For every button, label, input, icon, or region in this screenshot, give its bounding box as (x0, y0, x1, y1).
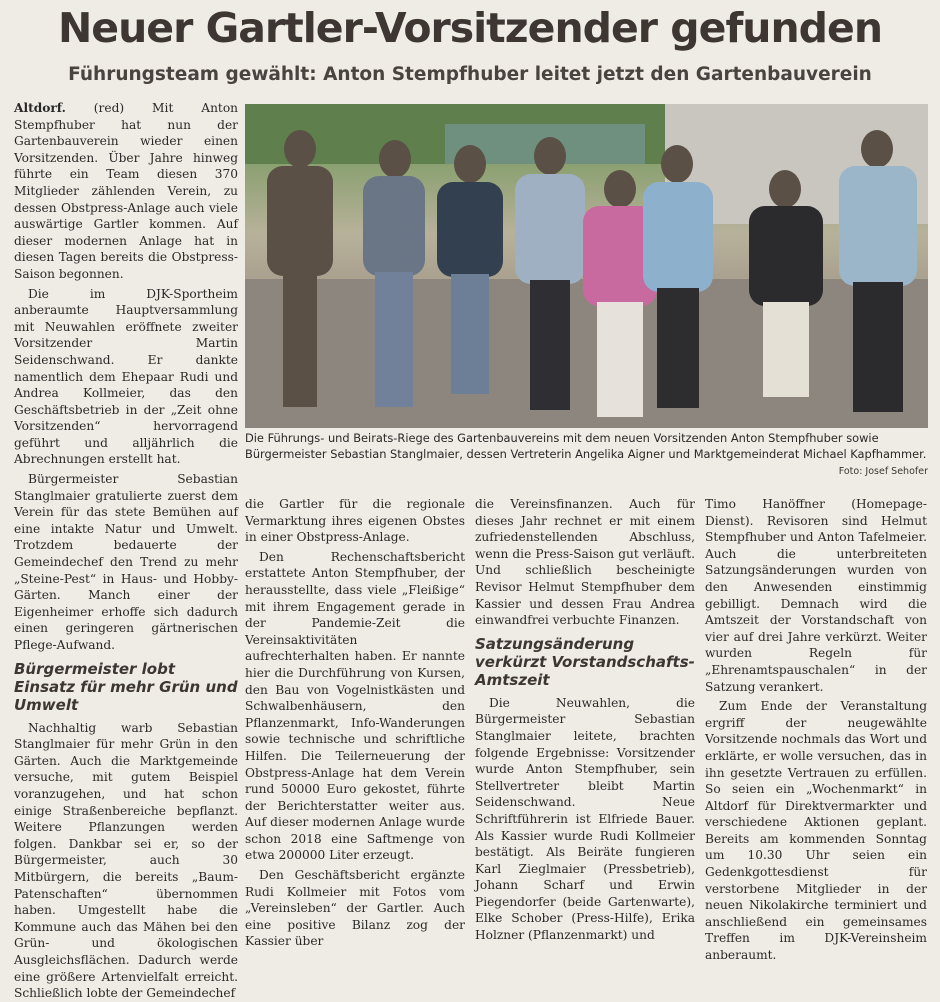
paragraph: Die Neuwahlen, die Bürgermeister Sebastian Stanglmaier leitete, brachten folgende Ergebnisse: Vorsitzender wurde Anton Stempfhuber, sein Stellvertreter bleibt Martin Seidenschwand. Neue Schriftführerin ist Elfriede Bauer. Als Kassier wurde Rudi Kollmeier bestätigt. Als Beiräte fungieren Karl Zieglmaier (Pressbetrieb), Johann Scharf und Erwin Piegendorfer (beide Gartenwarte), Elke Schober (Press-Hilfe), Erika Holzner (Pflanzenmarkt) und (475, 695, 695, 943)
group-photo (245, 104, 928, 428)
paragraph-text: (red) Mit Anton Stempfhuber hat nun der Gartenbauverein wieder einen Vorsitzenden. Über Jahre hinweg führte ein Team diesen 370 Mitglieder zählenden Verein, zu dessen Obstpress-Anlage auch viele auswärtige Gartler kommen. Auf dieser modernen Anlage hat in diesen Tagen bereits die Obstpress-Saison begonnen. (14, 101, 239, 281)
photo-credit: Foto: Josef Sehofer (838, 466, 928, 477)
paragraph: Zum Ende der Veranstaltung ergriff der neugewählte Vorsitzende nochmals das Wort und erklärte, er wolle versuchen, das in ihn gesetzte Vertrauen zu erfüllen. So seien ein „Wochenmarkt“ in Altdorf für Direktvermarkter und verschiedene Aktionen geplant. Bereits am kommenden Sonntag um 10.30 Uhr seien ein Gedenkgottesdienst für verstorbene Mitglieder in der neuen Nikolakirche terminiert und anschließend ein gemeinsames Treffen im DJK-Vereinsheim anberaumt. (705, 699, 927, 963)
article-column-2 (245, 496, 465, 949)
article-column-3 (475, 496, 695, 943)
paragraph (14, 100, 238, 283)
group-photo-illustration (245, 104, 928, 428)
dateline: Altdorf. (14, 101, 66, 115)
paragraph: Nachhaltig warb Sebastian Stanglmaier für mehr Grün in den Gärten. Auch die Marktgemeinde versuche, mit gutem Beispiel voranzugehen, und hat schon einige Straßenbereiche bepflanzt. Weitere Pflanzungen werden folgen. Dankbar sei er, so der Bürgermeister, auch 30 Mitbürgern, die bereits „Baum-Patenschaften“ übernommen haben. Umgestellt habe die Kommune auch das Mähen bei den Grün- und ökologischen Ausgleichsflächen. Dadurch werde eine größere Artenvielfalt erreicht. Schließlich lobte der Gemeindechef (14, 720, 238, 1001)
paragraph: Den Rechenschaftsbericht erstattete Anton Stempfhuber, der herausstellte, dass viele „Fleißige“ mit ihrem Engagement gerade in der Pandemie-Zeit die Vereinsaktivitäten aufrechterhalten haben. Er nannte hier die Durchführung von Kursen, den Bau von Vogelnistkästen und Schwalbenhäusern, den Pflanzenmarkt, Info-Wanderungen sowie technische und schriftliche Hilfen. Die Teilerneuerung der Obstpress-Anlage hat dem Verein rund 50000 Euro gekostet, führte der Berichterstatter weiter aus. Auf dieser modernen Anlage wurde schon 2018 eine Saftmenge von etwa 200000 Liter erzeugt. (245, 549, 465, 863)
article-column-4 (705, 496, 927, 963)
paragraph: Bürgermeister Sebastian Stanglmaier gratulierte zuerst dem Verein für das stete Bemühen auf eine intakte Natur und Umwelt. Trotzdem bedauerte der Gemeindechef den Trend zu mehr „Steine-Pest“ in Haus- und Hobby-Gärten. Manch einer der Eigenheimer erhoffe sich dadurch einen geringeren gärtnerischen Pflege-Aufwand. (14, 472, 238, 652)
paragraph: die Vereinsfinanzen. Auch für dieses Jahr rechnet er mit einem zufriedenstellenden Abschluss, wenn die Press-Saison gut verläuft. Und schließlich bescheinigte Revisor Helmut Stempfhuber dem Kassier und dessen Frau Andrea einwandfrei verbuchte Finanzen. (475, 497, 695, 628)
paragraph: Den Geschäftsbericht ergänzte Rudi Kollmeier mit Fotos vom „Vereinsleben“ der Gartler. Auch eine positive Bilanz zog der Kassier über (245, 868, 465, 949)
section-heading: Satzungsänderung verkürzt Vorstandschafts-Amtszeit (475, 634, 695, 689)
article-column-1 (14, 100, 239, 1001)
paragraph: die Gartler für die regionale Vermarktung ihres eigenen Obstes in einer Obstpress-Anlage. (245, 497, 465, 545)
paragraph: Timo Hanöffner (Homepage-Dienst). Revisoren sind Helmut Stempfhuber und Anton Tafelmeier. Auch die unterbreiteten Satzungsänderungen wurden von den Anwesenden einstimmig gebilligt. Demnach wird die Amtszeit der Vorstandschaft von vier auf drei Jahre verkürzt. Weiter wurden Regeln für „Ehrenamtspauschalen“ in der Satzung verankert. (705, 497, 927, 694)
section-heading: Bürgermeister lobt Einsatz für mehr Grün und Umwelt (14, 659, 238, 714)
photo-caption: Die Führungs- und Beirats-Riege des Gartenbauvereins mit dem neuen Vorsitzenden Anton Stempfhuber sowie Bürgermeister Sebastian Stanglmaier, dessen Vertreterin Angelika Aigner und Marktgemeinderat Michael Kapfhammer. (245, 431, 927, 461)
subheadline: Führungsteam gewählt: Anton Stempfhuber leitet jetzt den Gartenbauverein (68, 64, 872, 85)
paragraph: Die im DJK-Sportheim anberaumte Hauptversammlung mit Neuwahlen eröffnete zweiter Vorsitzender Martin Seidenschwand. Er dankte namentlich dem Ehepaar Rudi und Andrea Kollmeier, das den Geschäftsbetrieb in der „Zeit ohne Vorsitzenden“ hervorragend geführt und alljährlich die Abrechnungen erstellt hat. (14, 286, 238, 467)
headline: Neuer Gartler-Vorsitzender gefunden (57, 4, 883, 52)
